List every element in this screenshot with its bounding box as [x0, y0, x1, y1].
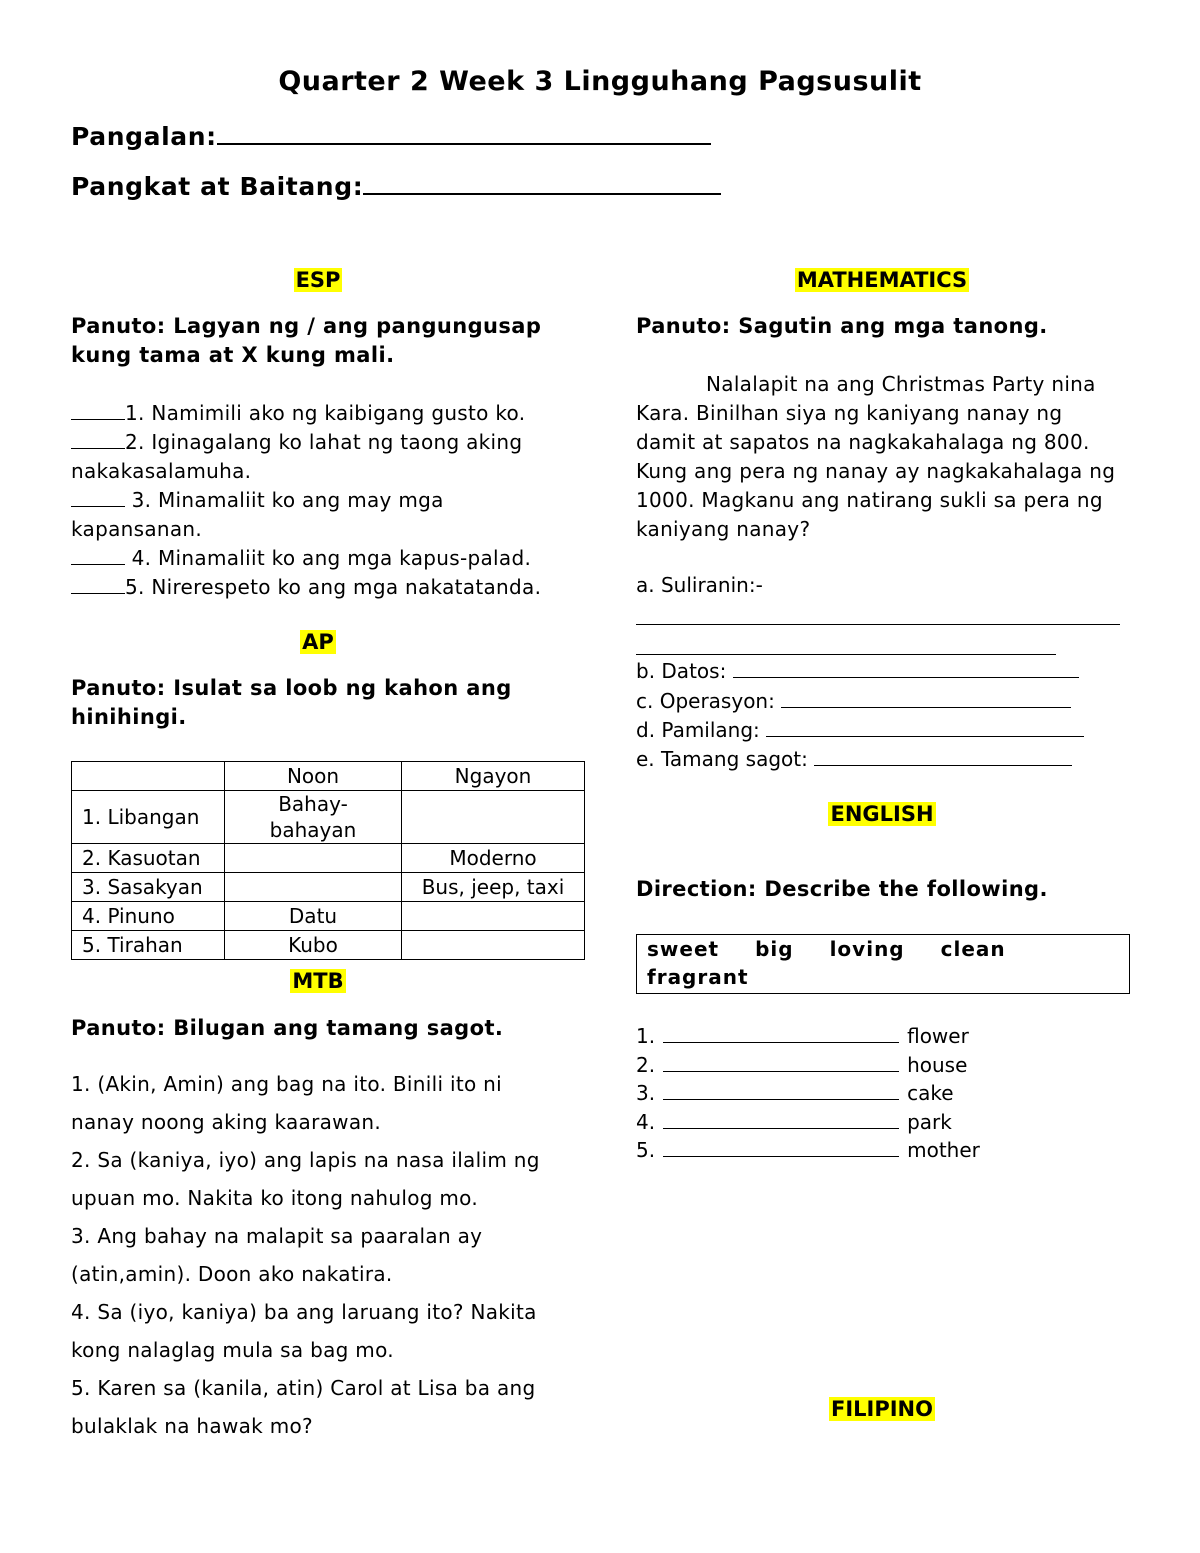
name-line: [71, 122, 711, 151]
math-a-blank-2[interactable]: [636, 654, 1056, 655]
section-label: Pangkat at Baitang:: [71, 172, 364, 201]
english-heading: ENGLISH: [830, 802, 934, 826]
mtb-item: 4. Sa (iyo, kaniya) ba ang laruang ito? Nakita kong nalaglag mula sa bag mo.: [71, 1300, 537, 1362]
answer-blank[interactable]: [663, 1155, 899, 1157]
table-cell: Moderno: [402, 844, 585, 873]
answer-blank[interactable]: [663, 1041, 899, 1043]
ap-instruction: Panuto: Isulat sa loob ng kahon ang hinihingi.: [71, 676, 512, 729]
math-b-line: b. Datos:: [636, 657, 1079, 687]
table-header-cell: Ngayon: [402, 762, 585, 791]
filipino-heading: FILIPINO: [831, 1397, 933, 1421]
esp-item: 4. Minamaliit ko ang mga kapus-palad.: [71, 544, 581, 573]
table-cell: Bahay-bahayan: [225, 791, 402, 844]
esp-instruction: Panuto: Lagyan ng / ang pangungusap kung tama at X kung mali.: [71, 314, 542, 367]
math-problem: Nalalapit na ang Christmas Party nina Kara. Binilhan siya ng kaniyang nanay ng damit at sapatos na nagkakahalaga ng 800. Kung ang pera ng nanay ay nagkakahalaga ng 1000. Magkanu ang natirang sukli sa pera ng kaniyang nanay?: [636, 372, 1116, 541]
table-row: [72, 791, 585, 844]
page-title: Quarter 2 Week 3 Lingguhang Pagsusulit: [278, 66, 922, 97]
table-header-row: [72, 762, 585, 791]
english-item: 1. flower: [636, 1024, 969, 1048]
table-cell[interactable]: [402, 902, 585, 931]
answer-blank[interactable]: [663, 1127, 899, 1129]
ap-heading: AP: [302, 630, 334, 654]
english-items: [636, 1022, 980, 1165]
mtb-item: 3. Ang bahay na malapit sa paaralan ay (atin,amin). Doon ako nakatira.: [71, 1224, 483, 1286]
word-choice: fragrant: [647, 965, 749, 989]
table-cell[interactable]: [225, 873, 402, 902]
answer-blank[interactable]: [71, 418, 125, 420]
table-header-cell: [72, 762, 225, 791]
mtb-heading: MTB: [292, 969, 344, 993]
table-cell[interactable]: [402, 791, 585, 844]
math-d-blank[interactable]: [766, 735, 1084, 737]
mtb-item: 1. (Akin, Amin) ang bag na ito. Binili ito ni nanay noong aking kaarawan.: [71, 1072, 502, 1134]
esp-item: 2. Iginagalang ko lahat ng taong aking nakakasalamuha.: [71, 430, 523, 483]
mtb-instruction: Panuto: Bilugan ang tamang sagot.: [71, 1016, 504, 1040]
esp-items: [71, 399, 581, 602]
table-cell: 4. Pinuno: [72, 902, 225, 931]
esp-item: 3. Minamaliit ko ang may mga kapansanan.: [71, 488, 444, 541]
table-cell[interactable]: [225, 844, 402, 873]
english-item: 2. house: [636, 1052, 968, 1077]
name-label: Pangalan:: [71, 122, 217, 151]
answer-blank[interactable]: [663, 1098, 899, 1100]
ap-table: [71, 761, 585, 960]
section-blank[interactable]: [363, 192, 721, 195]
table-cell[interactable]: [402, 931, 585, 960]
table-cell: 3. Sasakyan: [72, 873, 225, 902]
table-cell: 1. Libangan: [72, 791, 225, 844]
word-box: [636, 934, 1130, 994]
english-item: 5. mother: [636, 1138, 980, 1162]
math-heading: MATHEMATICS: [796, 268, 968, 292]
name-blank[interactable]: [217, 142, 711, 145]
english-instruction: Direction: Describe the following.: [636, 877, 1048, 901]
answer-blank[interactable]: [71, 505, 125, 507]
table-cell: 2. Kasuotan: [72, 844, 225, 873]
esp-item: 5. Nirerespeto ko ang mga nakatatanda.: [71, 573, 581, 602]
math-d-line: d. Pamilang:: [636, 716, 1084, 746]
answer-blank[interactable]: [71, 563, 125, 565]
math-e-blank[interactable]: [814, 764, 1072, 766]
table-cell: 5. Tirahan: [72, 931, 225, 960]
table-row: [72, 873, 585, 902]
word-choice: loving: [829, 937, 905, 961]
math-a-label: a. Suliranin:-: [636, 573, 763, 597]
table-header-cell: Noon: [225, 762, 402, 791]
math-c-line: c. Operasyon:: [636, 687, 1071, 717]
english-item: 3. cake: [636, 1081, 954, 1105]
section-line: [71, 172, 721, 201]
word-choice: sweet: [647, 937, 720, 961]
math-c-blank[interactable]: [781, 706, 1071, 708]
table-row: [72, 844, 585, 873]
math-b-blank[interactable]: [733, 676, 1079, 678]
table-row: [72, 931, 585, 960]
answer-blank[interactable]: [71, 592, 125, 594]
english-item: 4. park: [636, 1109, 952, 1134]
answer-blank[interactable]: [71, 447, 125, 449]
math-a-blank-1[interactable]: [636, 624, 1120, 625]
answer-blank[interactable]: [663, 1070, 899, 1072]
math-e-line: e. Tamang sagot:: [636, 745, 1072, 775]
esp-heading: ESP: [295, 268, 341, 292]
esp-item: 1. Namimili ako ng kaibigang gusto ko.: [71, 399, 581, 428]
mtb-items: [71, 1065, 571, 1445]
math-instruction: Panuto: Sagutin ang mga tanong.: [636, 314, 1048, 338]
table-row: [72, 902, 585, 931]
word-choice: clean: [940, 937, 1006, 961]
table-cell: Bus, jeep, taxi: [402, 873, 585, 902]
table-cell: Datu: [225, 902, 402, 931]
word-choice: big: [755, 937, 794, 961]
mtb-item: 2. Sa (kaniya, iyo) ang lapis na nasa ilalim ng upuan mo. Nakita ko itong nahulog mo.: [71, 1148, 540, 1210]
mtb-item: 5. Karen sa (kanila, atin) Carol at Lisa ba ang bulaklak na hawak mo?: [71, 1376, 536, 1438]
table-cell: Kubo: [225, 931, 402, 960]
